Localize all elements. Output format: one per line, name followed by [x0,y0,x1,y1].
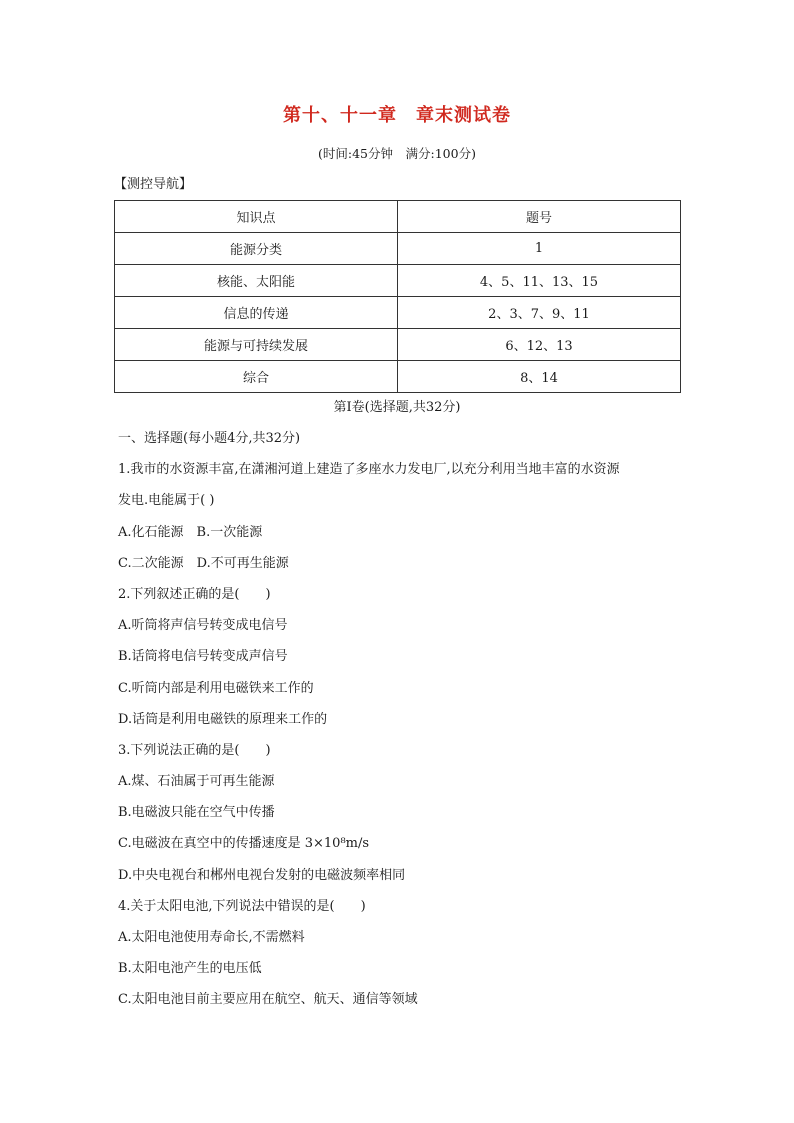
column-header-knowledge: 知识点 [115,201,398,233]
table-row [115,361,681,393]
question-2-option-c: C.听筒内部是利用电磁铁来工作的 [118,680,314,696]
question-1-options-ab: A.化石能源 B.一次能源 [118,524,263,540]
table-cell-knowledge: 核能、太阳能 [115,265,398,297]
table-cell-questions: 1 [398,233,681,265]
question-3-option-c: C.电磁波在真空中的传播速度是 3×10⁸m/s [118,836,370,852]
question-4-stem: 4.关于太阳电池,下列说法中错误的是( ) [118,898,366,914]
question-2-option-b: B.话筒将电信号转变成声信号 [118,649,288,665]
section-heading: 第Ⅰ卷(选择题,共32分) [333,400,461,415]
exam-info: (时间:45分钟 满分:100分) [318,146,476,161]
question-body [118,430,688,1023]
question-2-stem: 2.下列叙述正确的是( ) [118,586,271,602]
question-1-stem: 1.我市的水资源丰富,在潇湘河道上建造了多座水力发电厂,以充分利用当地丰富的水资源 [118,462,620,478]
table-cell-questions: 6、12、13 [398,329,681,361]
page-title: 第十、十一章 章末测试卷 [283,105,511,126]
question-4-option-a: A.太阳电池使用寿命长,不需燃料 [118,930,305,945]
table-row [115,297,681,329]
question-3-option-b: B.电磁波只能在空气中传播 [118,805,275,821]
question-3-option-a: A.煤、石油属于可再生能源 [118,774,275,790]
part-heading: 一、选择题(每小题4分,共32分) [118,431,301,446]
nav-label: 【测控导航】 [114,177,193,192]
knowledge-table [114,200,681,393]
question-4-option-c: C.太阳电池目前主要应用在航空、航天、通信等领域 [118,992,418,1008]
table-row [115,233,681,265]
table-cell-knowledge: 信息的传递 [115,297,398,329]
question-4-option-b: B.太阳电池产生的电压低 [118,961,262,977]
question-1-options-cd: C.二次能源 D.不可再生能源 [118,555,289,571]
table-cell-knowledge: 能源分类 [115,233,398,265]
question-2-option-d: D.话筒是利用电磁铁的原理来工作的 [118,711,328,727]
question-2-option-a: A.听筒将声信号转变成电信号 [118,618,288,634]
table-cell-questions: 4、5、11、13、15 [398,265,681,297]
table-cell-knowledge: 综合 [115,361,398,393]
table-row [115,265,681,297]
question-3-stem: 3.下列说法正确的是( ) [118,742,271,758]
table-cell-knowledge: 能源与可持续发展 [115,329,398,361]
table-row [115,329,681,361]
question-1-stem-cont: 发电.电能属于( ) [118,493,215,509]
column-header-question-numbers: 题号 [398,201,681,233]
table-cell-questions: 8、14 [398,361,681,393]
question-3-option-d: D.中央电视台和郴州电视台发射的电磁波频率相同 [118,867,406,883]
table-header-row [115,201,681,233]
table-cell-questions: 2、3、7、9、11 [398,297,681,329]
